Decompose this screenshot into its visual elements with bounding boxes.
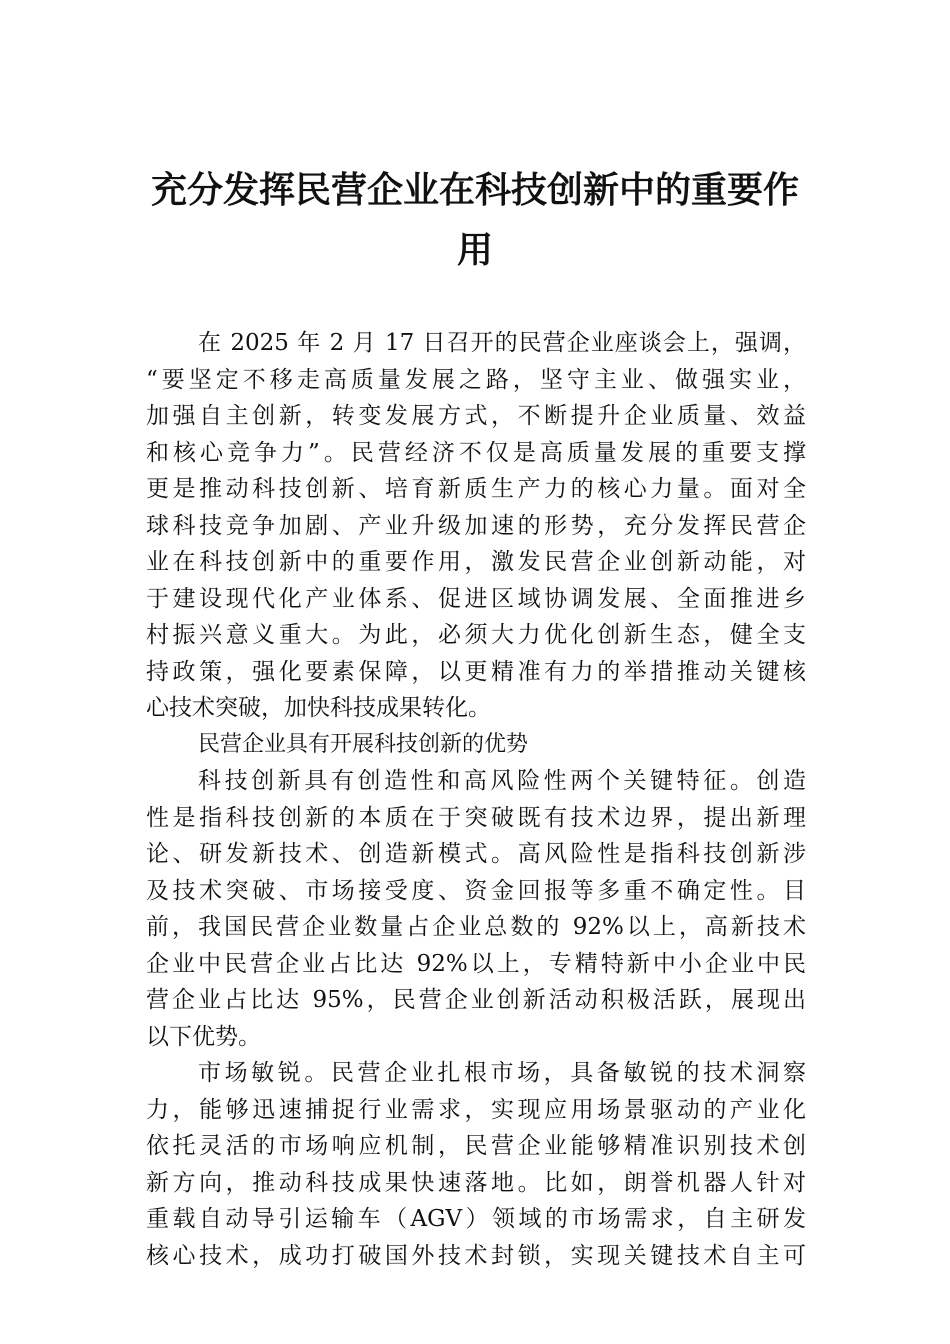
text-line: 业在科技创新中的重要作用，激发民营企业创新动能，对 xyxy=(146,549,806,575)
document-body xyxy=(146,325,806,1274)
text-line: 村振兴意义重大。为此，必须大力优化创新生态，健全支 xyxy=(146,622,806,648)
text-line: 依托灵活的市场响应机制，民营企业能够精准识别技术创 xyxy=(146,1133,806,1159)
text-line: 新方向，推动科技成果快速落地。比如，朗誉机器人针对 xyxy=(146,1169,806,1196)
text-line: “要坚定不移走高质量发展之路，坚守主业、做强实业， xyxy=(146,366,806,393)
text-line: 于建设现代化产业体系、促进区域协调发展、全面推进乡 xyxy=(146,585,806,612)
text-line: 球科技竞争加剧、产业升级加速的形势，充分发挥民营企 xyxy=(146,512,806,539)
text-line: 科技创新具有创造性和高风险性两个关键特征。创造 xyxy=(198,768,806,794)
document-title xyxy=(150,160,800,280)
paragraph-advantages xyxy=(146,763,806,1055)
paragraph-intro xyxy=(146,325,806,727)
text-line: 营企业占比达 95%，民营企业创新活动积极活跃，展现出 xyxy=(146,987,806,1013)
text-line: 重载自动导引运输车（AGV）领域的市场需求，自主研发 xyxy=(146,1206,806,1232)
text-line: 和核心竞争力”。民营经济不仅是高质量发展的重要支撑 xyxy=(146,439,806,466)
text-line: 及技术突破、市场接受度、资金回报等多重不确定性。目 xyxy=(146,877,806,904)
text-line: 前，我国民营企业数量占企业总数的 92%以上，高新技术 xyxy=(146,914,806,940)
text-line: 核心技术，成功打破国外技术封锁，实现关键技术自主可 xyxy=(146,1242,806,1269)
text-line: 论、研发新技术、创造新模式。高风险性是指科技创新涉 xyxy=(146,841,806,867)
paragraph-market xyxy=(146,1055,806,1274)
text-line: 加强自主创新，转变发展方式，不断提升企业质量、效益 xyxy=(146,403,806,429)
text-line: 心技术突破，加快科技成果转化。 xyxy=(146,695,491,721)
text-line: 性是指科技创新的本质在于突破既有技术边界，提出新理 xyxy=(146,804,806,831)
text-line: 以下优势。 xyxy=(146,1023,261,1050)
text-line: 更是推动科技创新、培育新质生产力的核心力量。面对全 xyxy=(146,476,806,502)
section-heading: 民营企业具有开展科技创新的优势 xyxy=(198,731,529,757)
text-line: 持政策，强化要素保障，以更精准有力的举措推动关键核 xyxy=(146,658,806,685)
text-line: 力，能够迅速捕捉行业需求，实现应用场景驱动的产业化 xyxy=(146,1096,806,1123)
text-line: 市场敏锐。民营企业扎根市场，具备敏锐的技术洞察 xyxy=(198,1060,806,1086)
text-line: 企业中民营企业占比达 92%以上，专精特新中小企业中民 xyxy=(146,950,806,977)
text-line: 在 2025 年 2 月 17 日召开的民营企业座谈会上，强调， xyxy=(198,330,806,356)
title-line-2: 用 xyxy=(456,229,493,271)
title-line-1: 充分发挥民营企业在科技创新中的重要作 xyxy=(150,169,799,211)
